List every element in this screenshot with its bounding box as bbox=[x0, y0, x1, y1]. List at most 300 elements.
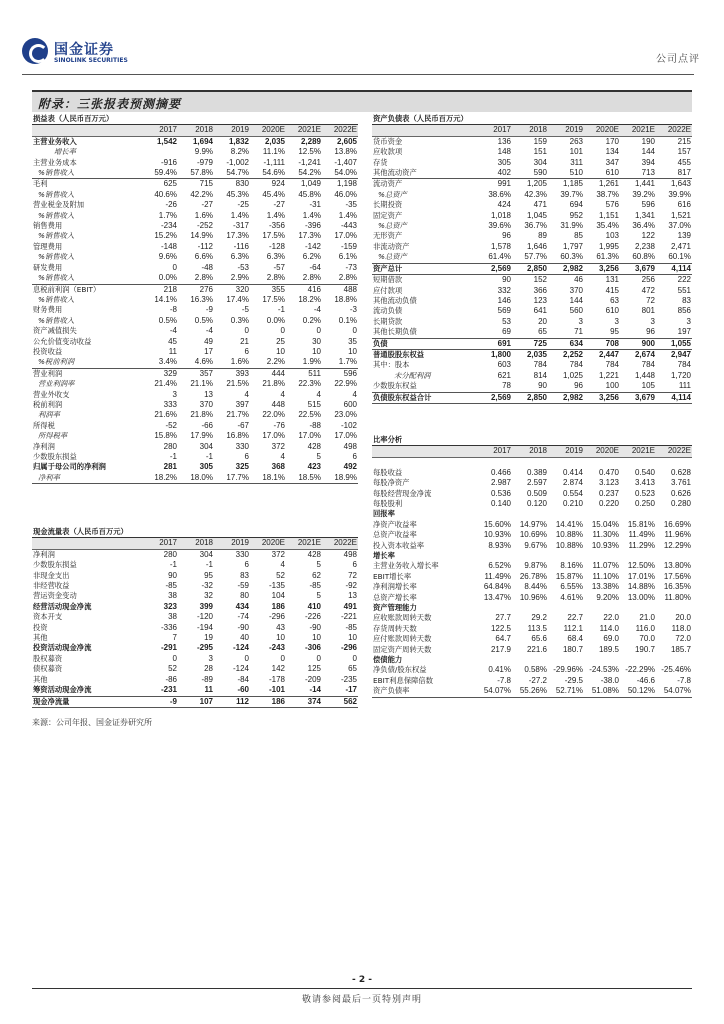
table-row bbox=[372, 200, 692, 210]
cell-value: 18.2% bbox=[142, 473, 178, 484]
cell-value: 21.1% bbox=[190, 379, 213, 389]
table-title-row bbox=[32, 527, 358, 538]
cell-value: 725 bbox=[512, 338, 548, 349]
cell-value: 402 bbox=[476, 168, 512, 179]
cell-value: 491 bbox=[343, 601, 357, 611]
cell-value: 7 bbox=[172, 633, 177, 643]
cell-value: 2,471 bbox=[670, 241, 691, 251]
year-header: 2018 bbox=[512, 446, 548, 457]
cell-value: 713 bbox=[620, 168, 656, 179]
cell-value: 11.30% bbox=[592, 530, 619, 540]
cell-value: -48 bbox=[201, 262, 213, 272]
cell-value: -124 bbox=[232, 643, 249, 653]
cell-value: 329 bbox=[163, 368, 177, 378]
cell-value: 355 bbox=[271, 284, 285, 294]
cell-value: 11.1% bbox=[262, 147, 285, 157]
cell-value: 104 bbox=[271, 591, 285, 601]
table-row bbox=[32, 549, 358, 560]
cell-value: -317 bbox=[232, 221, 249, 231]
table-row bbox=[372, 286, 692, 296]
cell-value: 112.1 bbox=[563, 623, 583, 633]
cell-value: 45.3% bbox=[226, 189, 249, 199]
cell-value: 54.7% bbox=[214, 168, 250, 179]
table-row bbox=[372, 499, 692, 509]
cell-value: 18.1% bbox=[250, 473, 286, 484]
cell-value: 61.4% bbox=[476, 252, 512, 263]
row-label: 未分配利润 bbox=[394, 370, 431, 380]
appendix-title: 附录：三张报表预测摘要 bbox=[38, 97, 182, 111]
row-label: 投资活动现金净流 bbox=[33, 643, 92, 653]
table-row bbox=[372, 221, 692, 231]
cell-value: 215 bbox=[677, 136, 691, 146]
cell-value: 13.00% bbox=[627, 592, 655, 602]
cell-value bbox=[656, 509, 692, 519]
cell-value: 11.49% bbox=[628, 530, 655, 540]
cell-value: -67 bbox=[237, 420, 249, 430]
table-row bbox=[32, 379, 358, 389]
table-row bbox=[372, 211, 692, 221]
cell-value: 105 bbox=[641, 381, 655, 391]
cell-value: 123 bbox=[533, 295, 547, 305]
cell-value: 15.60% bbox=[483, 519, 511, 529]
row-label: 投资收益 bbox=[33, 346, 63, 356]
row-label: 非经营收益 bbox=[33, 581, 70, 591]
cell-value: 320 bbox=[235, 284, 249, 294]
cell-value: -1 bbox=[169, 452, 177, 461]
cell-value: 114.0 bbox=[599, 623, 619, 633]
cell-value: -4 bbox=[205, 326, 213, 336]
cell-value: 2.9% bbox=[214, 273, 250, 284]
cell-value: 17.4% bbox=[226, 294, 249, 304]
cell-value: 0.237 bbox=[598, 488, 619, 498]
cell-value: 31.9% bbox=[560, 221, 583, 231]
cell-value: 25 bbox=[276, 336, 285, 346]
year-header: 2017 bbox=[142, 125, 178, 136]
cell-value: 784 bbox=[605, 360, 619, 370]
cell-value: -92 bbox=[345, 581, 357, 591]
year-header-blank bbox=[32, 125, 142, 136]
cell-value: 8.44% bbox=[524, 582, 547, 592]
cell-value: 4 bbox=[352, 389, 357, 399]
cell-value: 107 bbox=[178, 696, 214, 707]
cell-value: 0 bbox=[244, 326, 249, 336]
cell-value: 801 bbox=[641, 306, 655, 316]
year-header-blank bbox=[32, 538, 142, 549]
cell-value: -101 bbox=[268, 685, 285, 695]
cell-value: 0.536 bbox=[490, 488, 511, 498]
cell-value: -85 bbox=[345, 622, 357, 632]
row-label: %销售收入 bbox=[38, 252, 75, 262]
cell-value: 305 bbox=[199, 462, 213, 472]
year-header: 2020E bbox=[250, 125, 286, 136]
table-row bbox=[32, 685, 358, 696]
cell-value bbox=[656, 655, 692, 665]
cell-value: 4 bbox=[280, 389, 285, 399]
cell-value: 9.9% bbox=[194, 147, 213, 157]
cell-value: -296 bbox=[268, 612, 285, 622]
cell-value: 562 bbox=[322, 696, 358, 707]
table-row bbox=[372, 530, 692, 540]
row-label: 应付款项 bbox=[373, 285, 403, 295]
cell-value: 576 bbox=[605, 200, 619, 210]
year-header: 2020E bbox=[584, 125, 620, 136]
cell-value: 9.6% bbox=[158, 252, 177, 262]
cell-value: 3 bbox=[578, 316, 583, 326]
cell-value: 222 bbox=[677, 275, 691, 285]
cell-value: 0 bbox=[172, 262, 177, 272]
cell-value: 0.140 bbox=[490, 498, 511, 508]
table-row bbox=[372, 168, 692, 179]
cell-value: -1 bbox=[169, 560, 177, 570]
logo-cn-text: 国金证券 bbox=[54, 42, 114, 58]
report-type-label: 公司点评 bbox=[656, 54, 700, 65]
table-row bbox=[32, 571, 358, 581]
cell-value: 22.3% bbox=[298, 379, 321, 389]
year-header: 2022E bbox=[656, 125, 692, 136]
table-row bbox=[32, 431, 358, 441]
cell-value: 2.8% bbox=[322, 273, 358, 284]
table-row bbox=[32, 231, 358, 241]
cell-value: 3,679 bbox=[620, 392, 656, 403]
cell-value: 14.41% bbox=[555, 519, 583, 529]
cell-value: 144 bbox=[569, 295, 583, 305]
row-label: 股权募资 bbox=[33, 653, 63, 663]
table-row bbox=[372, 252, 692, 263]
table-row bbox=[372, 665, 692, 675]
page-header bbox=[22, 38, 702, 72]
cell-value: 366 bbox=[533, 285, 547, 295]
cell-value: 4,114 bbox=[656, 392, 692, 403]
cell-value: 0 bbox=[244, 653, 249, 663]
cell-value: -1,002 bbox=[226, 157, 249, 167]
cell-value: 410 bbox=[307, 601, 321, 611]
cell-value: 415 bbox=[605, 285, 619, 295]
cell-value: 596 bbox=[343, 368, 357, 378]
cell-value: 0.523 bbox=[634, 488, 655, 498]
table-row bbox=[372, 561, 692, 571]
cell-value: 96 bbox=[502, 231, 511, 241]
cell-value: -66 bbox=[201, 420, 213, 430]
cell-value: 560 bbox=[569, 306, 583, 316]
row-label: 投资 bbox=[33, 622, 48, 632]
cell-value: 5 bbox=[316, 452, 321, 461]
cell-value: 2.8% bbox=[250, 273, 286, 284]
cell-value: -159 bbox=[340, 241, 357, 251]
cell-value: 1,797 bbox=[562, 241, 583, 251]
cell-value: 134 bbox=[605, 147, 619, 157]
cell-value: -7.8 bbox=[497, 675, 511, 685]
cell-value: 21.7% bbox=[226, 410, 249, 420]
table-row bbox=[32, 473, 358, 484]
cell-value: 11.29% bbox=[628, 540, 655, 550]
row-label: 毛利 bbox=[33, 179, 48, 189]
table-row bbox=[372, 551, 692, 561]
cell-value: 157 bbox=[677, 147, 691, 157]
row-label bbox=[372, 457, 476, 467]
table-row bbox=[372, 275, 692, 286]
row-label: 增长率 bbox=[373, 550, 395, 560]
row-label: %税前利润 bbox=[32, 357, 142, 368]
cell-value: 113.5 bbox=[527, 623, 547, 633]
cell-value: 21.6% bbox=[154, 410, 177, 420]
row-label: 净资产收益率 bbox=[373, 519, 417, 529]
table-row bbox=[372, 509, 692, 519]
cell-value bbox=[476, 509, 512, 519]
cell-value: 52 bbox=[168, 664, 177, 674]
cell-value: 2,569 bbox=[476, 263, 512, 274]
row-label: 债权募资 bbox=[33, 664, 63, 674]
cell-value: 21.8% bbox=[262, 379, 285, 389]
cell-value: -90 bbox=[309, 622, 321, 632]
cell-value: 6.1% bbox=[338, 252, 357, 262]
cell-value: -295 bbox=[196, 643, 213, 653]
cell-value: 444 bbox=[271, 368, 285, 378]
row-label: 少数股东损益 bbox=[33, 452, 77, 461]
cell-value: 15.8% bbox=[154, 431, 177, 441]
cell-value: -4 bbox=[313, 305, 321, 315]
cell-value: -243 bbox=[268, 643, 285, 653]
table-row bbox=[32, 337, 358, 347]
cell-value: 64.7 bbox=[495, 634, 511, 644]
cell-value: 54.07% bbox=[656, 686, 692, 697]
cell-value: -38.0 bbox=[600, 675, 619, 685]
row-label: 回报率 bbox=[373, 509, 395, 519]
row-label: 管理费用 bbox=[33, 241, 63, 251]
cell-value: 118.0 bbox=[671, 623, 691, 633]
cell-value: 372 bbox=[271, 441, 285, 451]
cell-value: 600 bbox=[343, 399, 357, 409]
cell-value: 325 bbox=[235, 462, 249, 472]
row-label: 无形资产 bbox=[373, 231, 403, 241]
cell-value: 694 bbox=[569, 200, 583, 210]
row-label: 净负债/股东权益 bbox=[373, 665, 427, 675]
cell-value: 1,441 bbox=[634, 179, 655, 189]
cell-value bbox=[620, 509, 656, 519]
cell-value: 6.3% bbox=[230, 252, 249, 262]
cell-value: -53 bbox=[237, 262, 249, 272]
cell-value: 511 bbox=[308, 368, 321, 378]
cell-value: 374 bbox=[286, 696, 322, 707]
cell-value: 1.4% bbox=[266, 210, 285, 220]
cell-value: -120 bbox=[196, 612, 213, 622]
table-row bbox=[32, 442, 358, 452]
cell-value: 0.5% bbox=[158, 315, 177, 325]
cell-value: 0.3% bbox=[230, 315, 249, 325]
cell-value: 1,221 bbox=[598, 370, 619, 380]
cell-value: 332 bbox=[497, 285, 511, 295]
cell-value: 50.12% bbox=[620, 686, 656, 697]
cell-value: -76 bbox=[273, 420, 285, 430]
cell-value: 36.4% bbox=[632, 221, 655, 231]
cell-value: 122 bbox=[641, 231, 655, 241]
cell-value: 6.3% bbox=[266, 252, 285, 262]
cell-value: -22.29% bbox=[625, 665, 655, 675]
cell-value: 3 bbox=[172, 389, 177, 399]
row-label: 固定资产周转天数 bbox=[373, 644, 432, 654]
logo-en-text: SINOLINK SECURITIES bbox=[54, 57, 128, 64]
cell-value: 100 bbox=[605, 381, 619, 391]
cell-value: 17.0% bbox=[262, 431, 285, 441]
cell-value: 12.29% bbox=[663, 540, 691, 550]
cell-value: -221 bbox=[340, 612, 357, 622]
row-label: 资产负债率 bbox=[372, 686, 476, 697]
table-row bbox=[32, 158, 358, 168]
cell-value: 0.0% bbox=[142, 273, 178, 284]
cell-value: 217.9 bbox=[490, 644, 511, 654]
cell-value: 90 bbox=[538, 381, 547, 391]
row-label: 非现金支出 bbox=[33, 570, 70, 580]
cell-value: -46.6 bbox=[636, 675, 655, 685]
cell-value: -5 bbox=[241, 305, 249, 315]
cell-value: -235 bbox=[340, 674, 357, 684]
row-label: %销售收入 bbox=[32, 168, 142, 179]
row-label: EBIT利息保障倍数 bbox=[373, 675, 434, 685]
cell-value: 190.7 bbox=[634, 644, 655, 654]
cell-value: -8 bbox=[169, 305, 177, 315]
cell-value: 11 bbox=[168, 346, 177, 356]
cell-value: 6 bbox=[244, 346, 249, 356]
row-label: 负债股东权益合计 bbox=[372, 392, 476, 403]
cell-value: 17.3% bbox=[298, 231, 321, 241]
cell-value: -64 bbox=[309, 262, 321, 272]
cell-value: 330 bbox=[235, 549, 249, 559]
cell-value: -29.96% bbox=[553, 665, 583, 675]
cell-value: 330 bbox=[235, 441, 249, 451]
table-row bbox=[372, 541, 692, 551]
cell-value: 1,205 bbox=[526, 179, 547, 189]
row-label: 长期贷款 bbox=[373, 316, 403, 326]
row-label: 净利润 bbox=[33, 549, 55, 559]
cell-value: 924 bbox=[271, 179, 285, 189]
cell-value: 492 bbox=[343, 462, 357, 472]
cell-value: 2,605 bbox=[336, 136, 357, 146]
cell-value: -124 bbox=[232, 664, 249, 674]
row-label: 主营业务收入 bbox=[33, 136, 77, 146]
cell-value: 0.1% bbox=[338, 315, 357, 325]
cell-value: 3,256 bbox=[584, 392, 620, 403]
cell-value: 2,982 bbox=[548, 392, 584, 403]
cell-value: 6.52% bbox=[488, 561, 511, 571]
cell-value: 69.0 bbox=[603, 634, 619, 644]
cell-value: 6.55% bbox=[560, 582, 583, 592]
cell-value: 19 bbox=[204, 633, 213, 643]
table-title-row bbox=[32, 114, 358, 125]
table-title: 比率分析 bbox=[372, 435, 692, 446]
cell-value: 393 bbox=[235, 368, 249, 378]
cell-value: 1,025 bbox=[562, 370, 583, 380]
cell-value: 14.88% bbox=[627, 582, 655, 592]
cell-value: 185.7 bbox=[670, 644, 691, 654]
cell-value: -916 bbox=[160, 157, 177, 167]
cell-value: 17.0% bbox=[334, 431, 357, 441]
row-label: 其他长期负债 bbox=[373, 327, 417, 337]
cell-value: 39.7% bbox=[560, 189, 583, 199]
cell-value: 15.81% bbox=[627, 519, 655, 529]
cell-value: 3.413 bbox=[634, 478, 655, 488]
cell-value: 14.1% bbox=[154, 294, 177, 304]
cell-value: -24.53% bbox=[589, 665, 619, 675]
table-row bbox=[372, 360, 692, 370]
cell-value: 784 bbox=[641, 360, 655, 370]
cell-value: 0.554 bbox=[562, 488, 583, 498]
cell-value: 13.47% bbox=[483, 592, 511, 602]
cell-value: 17.0% bbox=[334, 231, 357, 241]
row-label: %销售收入 bbox=[32, 273, 142, 284]
cell-value: 65.6 bbox=[531, 634, 547, 644]
cell-value: 38.6% bbox=[488, 189, 511, 199]
cell-value: 136 bbox=[497, 136, 511, 146]
cell-value: 448 bbox=[271, 399, 285, 409]
cell-value: 3 bbox=[208, 653, 213, 663]
cell-value: -59 bbox=[237, 581, 249, 591]
table-row bbox=[32, 452, 358, 462]
cell-value: 22.7 bbox=[567, 613, 583, 623]
cell-value: 708 bbox=[584, 338, 620, 349]
cell-value: 304 bbox=[533, 157, 547, 167]
row-label: 净利润增长率 bbox=[373, 582, 417, 592]
cell-value: 18.9% bbox=[322, 473, 358, 484]
cell-value: 45.8% bbox=[298, 189, 321, 199]
cell-value: 27.7 bbox=[495, 613, 511, 623]
cell-value: 1.4% bbox=[302, 210, 321, 220]
cell-value: 148 bbox=[497, 147, 511, 157]
cell-value: 35.4% bbox=[596, 221, 619, 231]
cell-value: 221.6 bbox=[526, 644, 547, 654]
table-row bbox=[32, 190, 358, 200]
cell-value: 4 bbox=[244, 389, 249, 399]
cell-value: -356 bbox=[268, 221, 285, 231]
cell-value: 18.0% bbox=[178, 473, 214, 484]
cell-value: 14.9% bbox=[190, 231, 213, 241]
table-row bbox=[32, 623, 358, 633]
table-row bbox=[372, 381, 692, 392]
row-label: 应付账款周转天数 bbox=[373, 634, 432, 644]
row-label: 每股股利 bbox=[373, 498, 403, 508]
table-row bbox=[32, 263, 358, 273]
cell-value: 4.61% bbox=[560, 592, 583, 602]
row-label: 增长率 bbox=[54, 147, 76, 157]
cell-value: 515 bbox=[307, 399, 321, 409]
cell-value: 311 bbox=[570, 157, 583, 167]
cell-value: 0.389 bbox=[526, 467, 547, 477]
table-row bbox=[372, 158, 692, 168]
row-label: 其他 bbox=[33, 674, 48, 684]
cell-value: 0.0% bbox=[266, 315, 285, 325]
cell-value: 20.0 bbox=[675, 613, 691, 623]
cell-value: -60 bbox=[237, 685, 249, 695]
table-row bbox=[32, 316, 358, 326]
cell-value: 10 bbox=[312, 346, 321, 356]
row-label: 资产管理能力 bbox=[373, 602, 417, 612]
cell-value: 830 bbox=[235, 179, 249, 189]
cell-value: 280 bbox=[163, 441, 177, 451]
cell-value: 46.0% bbox=[334, 189, 357, 199]
cell-value: 9.20% bbox=[596, 592, 619, 602]
table-row bbox=[372, 327, 692, 338]
cell-value: 424 bbox=[497, 200, 511, 210]
cell-value: -336 bbox=[160, 622, 177, 632]
cell-value: -226 bbox=[304, 612, 321, 622]
cell-value: 603 bbox=[497, 360, 511, 370]
cell-value: 22.0% bbox=[262, 410, 285, 420]
cell-value: 1,832 bbox=[228, 136, 249, 146]
cell-value: 0.250 bbox=[634, 498, 655, 508]
cell-value: -148 bbox=[160, 241, 177, 251]
year-header-row bbox=[32, 125, 358, 136]
cell-value: 144 bbox=[641, 147, 655, 157]
cell-value: 71 bbox=[574, 327, 583, 337]
cell-value bbox=[584, 551, 620, 561]
